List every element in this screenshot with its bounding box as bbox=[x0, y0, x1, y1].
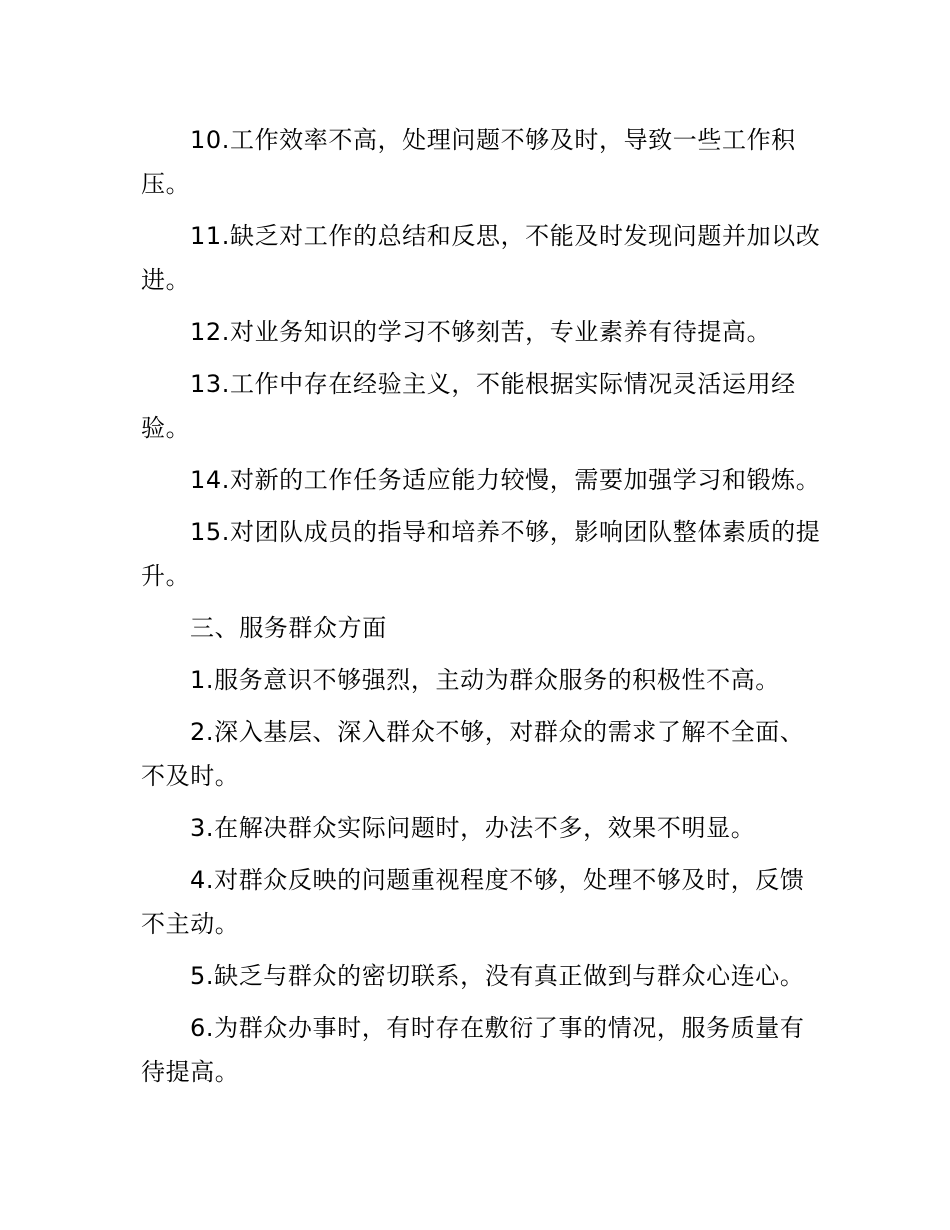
paragraph-item-11: 11.缺乏对工作的总结和反思，不能及时发现问题并加以改进。 bbox=[141, 222, 821, 294]
paragraph-item-1: 1.服务意识不够强烈，主动为群众服务的积极性不高。 bbox=[190, 666, 780, 694]
section-heading: 三、服务群众方面 bbox=[190, 614, 387, 642]
paragraph-item-6: 6.为群众办事时，有时存在敷衍了事的情况，服务质量有待提高。 bbox=[141, 1014, 805, 1086]
paragraph-item-13: 13.工作中存在经验主义，不能根据实际情况灵活运用经验。 bbox=[141, 370, 796, 442]
paragraph-item-5: 5.缺乏与群众的密切联系，没有真正做到与群众心连心。 bbox=[190, 962, 805, 990]
paragraph-item-14: 14.对新的工作任务适应能力较慢，需要加强学习和锻炼。 bbox=[190, 466, 821, 494]
paragraph-item-12: 12.对业务知识的学习不够刻苦，专业素养有待提高。 bbox=[190, 318, 772, 346]
paragraph-item-4: 4.对群众反映的问题重视程度不够，处理不够及时，反馈不主动。 bbox=[141, 866, 805, 938]
paragraph-item-10: 10.工作效率不高，处理问题不够及时，导致一些工作积压。 bbox=[141, 126, 796, 198]
paragraph-item-15: 15.对团队成员的指导和培养不够，影响团队整体素质的提升。 bbox=[141, 518, 821, 590]
paragraph-item-3: 3.在解决群众实际问题时，办法不多，效果不明显。 bbox=[190, 814, 756, 842]
paragraph-item-2: 2.深入基层、深入群众不够，对群众的需求了解不全面、不及时。 bbox=[141, 718, 805, 790]
document-body bbox=[141, 118, 821, 1102]
